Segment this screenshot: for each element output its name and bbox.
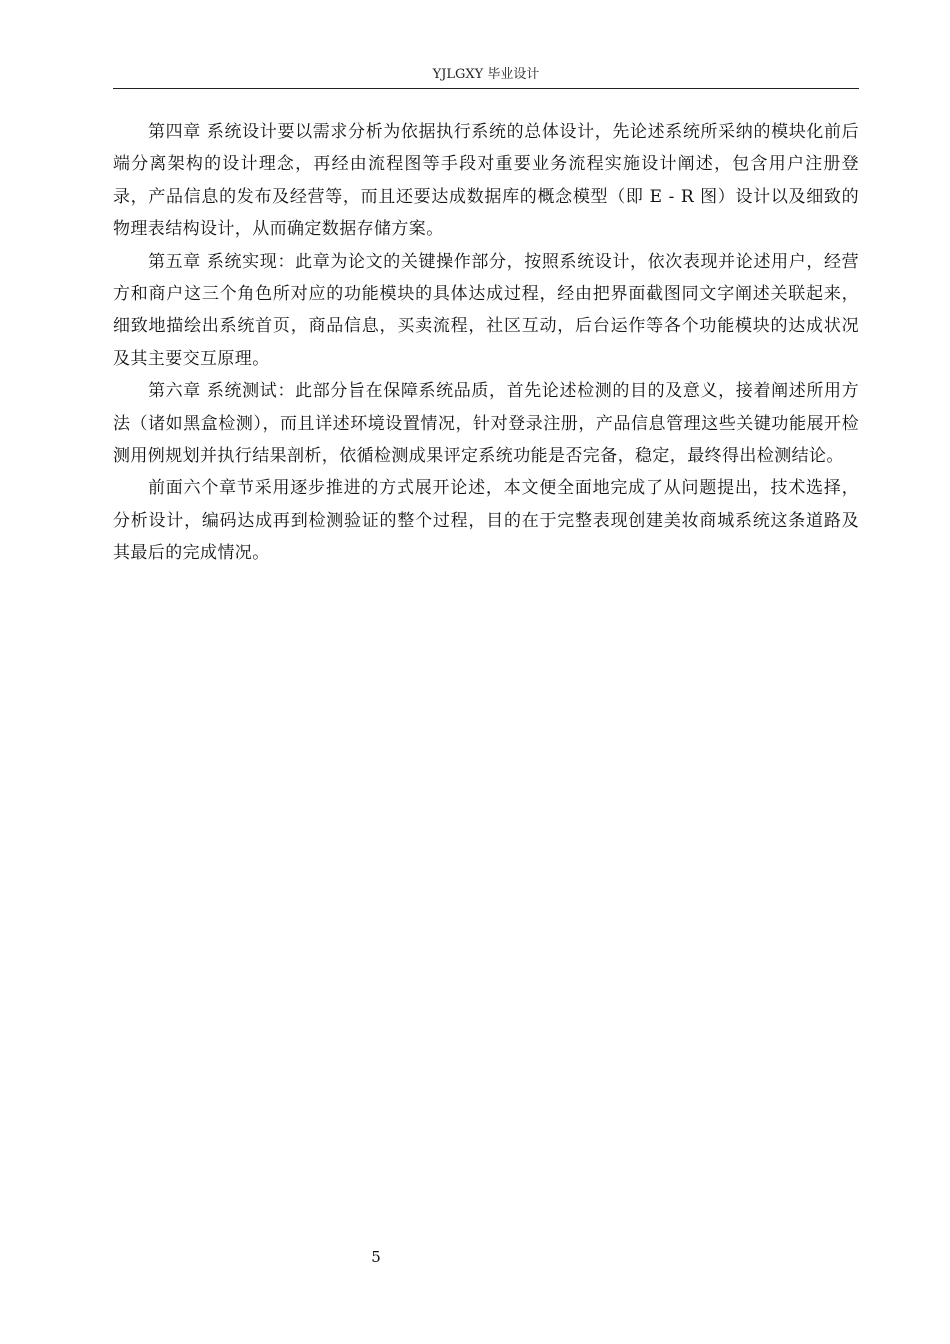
page-header: YJLGXY 毕业设计 bbox=[432, 67, 540, 82]
paragraph-summary: 前面六个章节采用逐步推进的方式展开论述，本文便全面地完成了从问题提出，技术选择，分析设计，编码达成再到检测验证的整个过程，目的在于完整表现创建美妆商城系统这条道路及其最后的完成情况。 bbox=[113, 478, 859, 564]
body-text bbox=[113, 116, 859, 570]
paragraph-chapter-4: 第四章 系统设计要以需求分析为依据执行系统的总体设计，先论述系统所采纳的模块化前后端分离架构的设计理念，再经由流程图等手段对重要业务流程实施设计阐述，包含用户注册登录，产品信息的发布及经营等，而且还要达成数据库的概念模型（即 E - R 图）设计以及细致的物理表结构设计，从而确定数据存储方案。 bbox=[113, 122, 859, 240]
paragraph-chapter-5: 第五章 系统实现：此章为论文的关键操作部分，按照系统设计，依次表现并论述用户，经营方和商户这三个角色所对应的功能模块的具体达成过程，经由把界面截图同文字阐述关联起来，细致地描绘出系统首页，商品信息，买卖流程，社区互动，后台运作等各个功能模块的达成状况及其主要交互原理。 bbox=[113, 251, 859, 369]
page-number: 5 bbox=[371, 1248, 381, 1266]
paragraph-chapter-6: 第六章 系统测试：此部分旨在保障系统品质，首先论述检测的目的及意义，接着阐述所用方法（诸如黑盒检测），而且详述环境设置情况，针对登录注册，产品信息管理这些关键功能展开检测用例规划并执行结果剖析，依循检测成果评定系统功能是否完备，稳定，最终得出检测结论。 bbox=[113, 381, 859, 467]
header-divider bbox=[113, 88, 859, 89]
